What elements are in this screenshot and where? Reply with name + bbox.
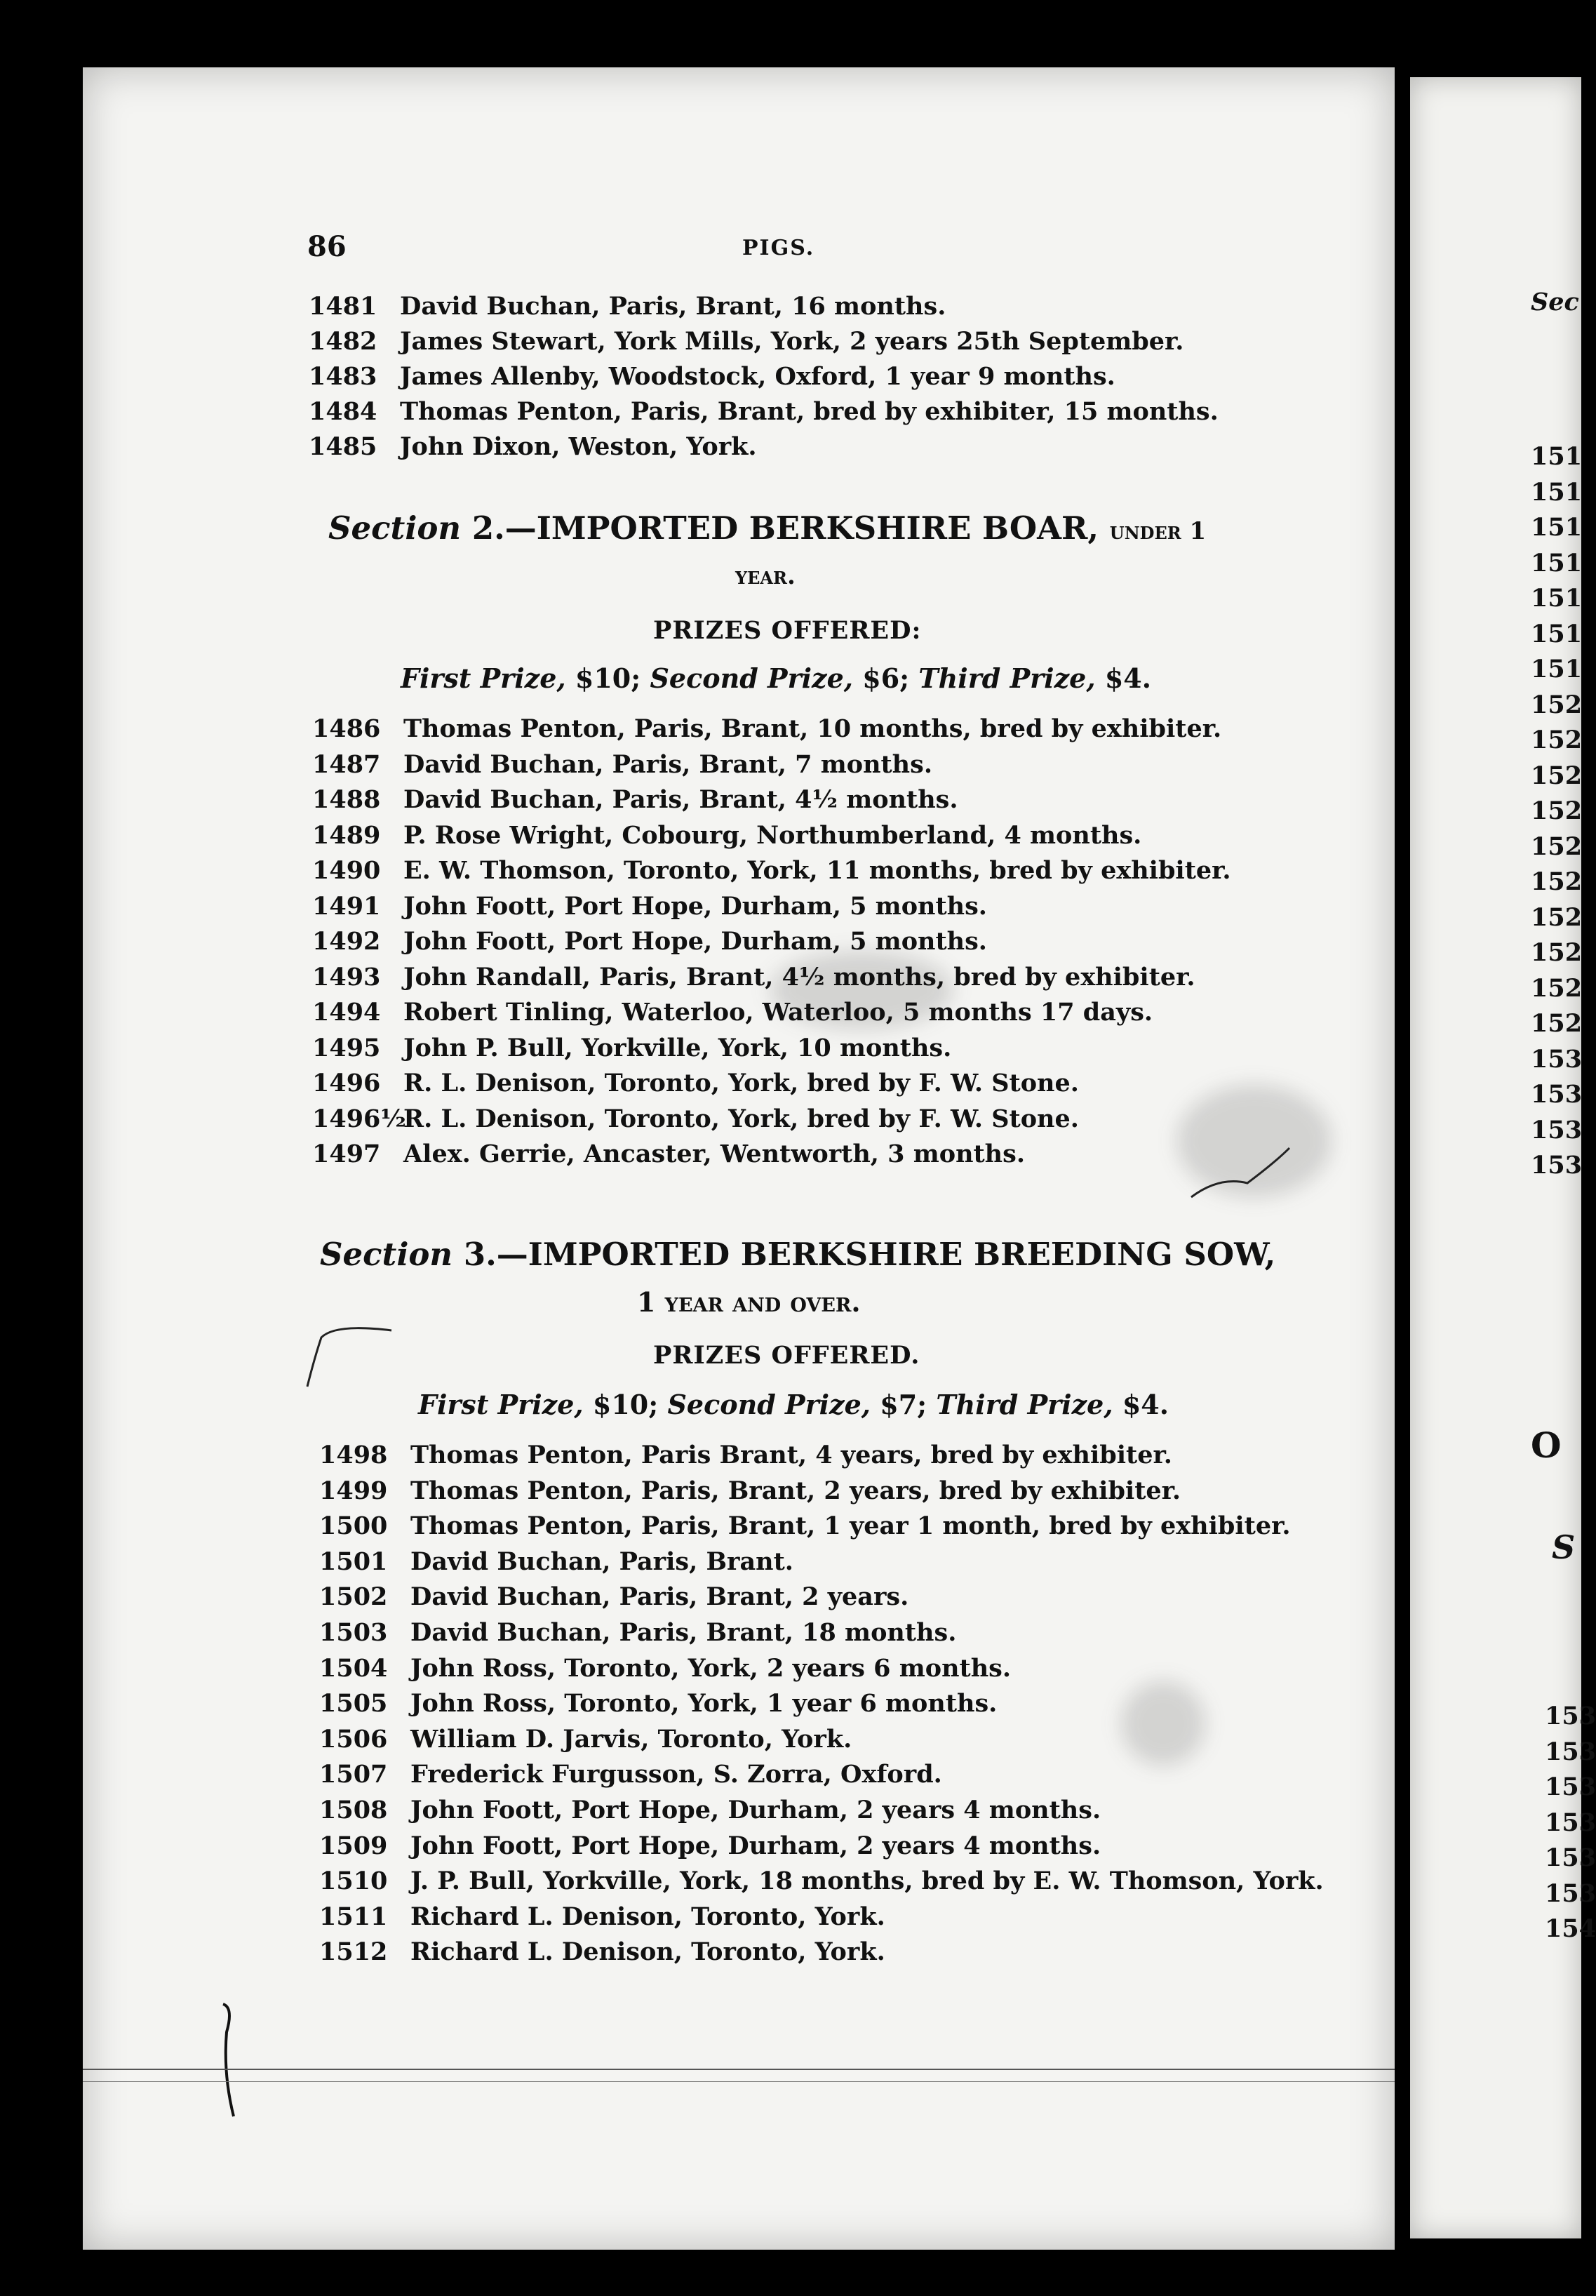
next-page-entry-number: 153 [1545, 1878, 1596, 1908]
second-prize-value: $6; [862, 662, 910, 694]
list-item [312, 1069, 1079, 1097]
first-prize-value: $10; [592, 1389, 659, 1420]
ink-stain [1121, 1681, 1205, 1766]
next-page-entry-number: 152 [1531, 832, 1583, 861]
bottom-rule [83, 2081, 1395, 2082]
list-item [319, 1511, 1291, 1540]
list-item [312, 821, 1141, 850]
next-page-entry-number: 152 [1531, 973, 1583, 1003]
entry-text: Thomas Penton, Paris Brant, 4 years, bred by exhibiter. [410, 1441, 1172, 1469]
entry-number: 1508 [319, 1796, 388, 1824]
entry-text: John Foott, Port Hope, Durham, 5 months. [403, 891, 987, 921]
list-item [319, 1618, 956, 1647]
entry-text: David Buchan, Paris, Brant, 7 months. [403, 749, 933, 779]
next-page-entry-number: 153 [1531, 1080, 1583, 1109]
entry-text: John Randall, Paris, Brant, 4½ months, bred by exhibiter. [403, 962, 1195, 992]
entry-number: 1506 [319, 1724, 388, 1754]
list-item [309, 432, 757, 461]
entry-number: 1504 [319, 1653, 388, 1683]
section-2-subtitle: year. [735, 562, 796, 590]
entry-text: David Buchan, Paris, Brant, 16 months. [400, 292, 946, 321]
entry-text: R. L. Denison, Toronto, York, bred by F. W. Stone. [403, 1069, 1079, 1097]
entry-text: James Allenby, Woodstock, Oxford, 1 year 9 months. [400, 362, 1115, 391]
entry-text: Robert Tinling, Waterloo, Waterloo, 5 months 17 days. [403, 998, 1153, 1027]
list-item [309, 292, 946, 321]
list-item [319, 1725, 852, 1754]
pen-mark [1177, 1134, 1317, 1218]
entry-number: 1487 [312, 749, 381, 779]
entry-number: 1492 [312, 927, 381, 956]
entry-text: J. P. Bull, Yorkville, York, 18 months, bred by E. W. Thomson, York. [410, 1867, 1324, 1896]
entry-text: John Foott, Port Hope, Durham, 2 years 4 months. [410, 1831, 1101, 1860]
entry-number: 1488 [312, 785, 381, 814]
first-prize-label: First Prize, [401, 662, 566, 694]
next-page-entry-number: 151 [1531, 442, 1583, 471]
entry-number: 1490 [312, 856, 381, 885]
first-prize-value: $10; [575, 662, 641, 694]
list-item [312, 892, 987, 921]
entry-number: 1481 [309, 292, 377, 321]
section-2-prizes [401, 662, 1151, 694]
right-page-fragment [1410, 77, 1596, 2238]
list-item [309, 397, 1219, 426]
entry-text: Frederick Furgusson, S. Zorra, Oxford. [410, 1760, 942, 1789]
list-item [312, 750, 932, 779]
entry-number: 1509 [319, 1831, 388, 1860]
entry-number: 1505 [319, 1689, 388, 1718]
next-page-entry-number: 153 [1531, 1115, 1583, 1144]
list-item [309, 327, 1183, 356]
entry-number: 1512 [319, 1937, 388, 1967]
entry-text: Thomas Penton, Paris, Brant, bred by exhibiter, 15 months. [400, 397, 1219, 426]
entry-text: John Dixon, Weston, York. [400, 432, 757, 461]
next-page-entry-number: 152 [1531, 902, 1583, 932]
section-3-prizes-heading: PRIZES OFFERED. [653, 1341, 920, 1370]
entry-text: James Stewart, York Mills, York, 2 years 25th September. [400, 327, 1184, 356]
entry-text: Richard L. Denison, Toronto, York. [410, 1937, 885, 1967]
section-title: 2.—IMPORTED BERKSHIRE BOAR, [471, 509, 1099, 547]
next-page-entry-number: 152 [1531, 761, 1583, 790]
list-item [319, 1689, 997, 1718]
entry-number: 1486 [312, 714, 381, 743]
next-page-entry-number: 151 [1531, 477, 1583, 507]
entry-number: 1497 [312, 1140, 381, 1168]
bottom-rule [83, 2069, 1395, 2070]
next-page-entry-number: 153 [1545, 1843, 1596, 1872]
entry-text: David Buchan, Paris, Brant. [410, 1547, 793, 1576]
entry-text: William D. Jarvis, Toronto, York. [410, 1724, 852, 1754]
next-page-entry-number: 151 [1531, 655, 1583, 683]
list-item [319, 1476, 1181, 1505]
entry-text: Alex. Gerrie, Ancaster, Wentworth, 3 months. [403, 1140, 1026, 1168]
entry-text: E. W. Thomson, Toronto, York, 11 months, bred by exhibiter. [403, 856, 1231, 885]
bracket-mark [195, 1990, 251, 2130]
next-page-entry-number: 153 [1545, 1773, 1596, 1801]
second-prize-label: Second Prize, [667, 1389, 871, 1420]
next-page-entry-number: 151 [1531, 513, 1583, 542]
section-3-subtitle: 1 year and over. [637, 1286, 861, 1318]
section-label: Section [328, 509, 462, 547]
section-3-prizes [418, 1389, 1169, 1420]
entry-text: Thomas Penton, Paris, Brant, 10 months, bred by exhibiter. [403, 714, 1222, 743]
list-item [319, 1582, 908, 1611]
next-page-entry-number: 152 [1531, 690, 1583, 719]
third-prize-value: $4. [1122, 1389, 1169, 1420]
next-page-entry-number: 151 [1531, 548, 1583, 578]
list-item [312, 785, 958, 814]
list-item [312, 856, 1231, 885]
next-page-entry-number: 153 [1545, 1808, 1596, 1837]
entry-text: David Buchan, Paris, Brant, 2 years. [410, 1582, 909, 1612]
running-head: PIGS. [742, 236, 815, 260]
next-page-section-label: Sec [1531, 288, 1579, 316]
entry-number: 1511 [319, 1902, 388, 1931]
section-title-tail: under 1 [1109, 517, 1207, 545]
entry-number: 1495 [312, 1033, 381, 1062]
entry-number: 1491 [312, 891, 381, 921]
entry-number: 1510 [319, 1867, 388, 1896]
section-3-heading [320, 1236, 1275, 1273]
list-item [319, 1831, 1101, 1860]
list-item [319, 1867, 1324, 1895]
left-page [83, 67, 1395, 2250]
entry-number: 1502 [319, 1582, 388, 1612]
list-item [319, 1937, 885, 1966]
next-page-entry-number: 154 [1545, 1914, 1596, 1943]
list-item [319, 1547, 793, 1576]
next-page-entry-number: 152 [1531, 726, 1583, 754]
next-page-entry-number: 152 [1531, 867, 1583, 896]
entry-text: David Buchan, Paris, Brant, 18 months. [410, 1618, 957, 1647]
list-item [319, 1796, 1101, 1824]
entry-number: 1483 [309, 362, 377, 391]
section-label: Section [320, 1236, 453, 1273]
entry-number: 1494 [312, 998, 381, 1027]
list-item [319, 1441, 1172, 1469]
next-page-section-fragment: S [1552, 1528, 1576, 1566]
entry-text: Thomas Penton, Paris, Brant, 1 year 1 month, bred by exhibiter. [410, 1511, 1291, 1541]
list-item [312, 998, 1153, 1027]
third-prize-value: $4. [1104, 662, 1151, 694]
section-title: 3.—IMPORTED BERKSHIRE BREEDING SOW, [463, 1236, 1276, 1273]
list-item [312, 927, 987, 956]
list-item [312, 714, 1221, 743]
pen-mark [293, 1316, 504, 1401]
entry-number: 1496½ [312, 1104, 406, 1133]
entry-number: 1498 [319, 1441, 388, 1469]
entry-number: 1507 [319, 1760, 388, 1789]
next-page-entry-number: 153 [1531, 1044, 1583, 1074]
entry-number: 1484 [309, 397, 377, 426]
list-item [312, 1104, 1079, 1133]
entry-number: 1489 [312, 820, 381, 850]
entry-text: John Foott, Port Hope, Durham, 2 years 4 months. [410, 1796, 1101, 1824]
entry-text: David Buchan, Paris, Brant, 4½ months. [403, 785, 958, 814]
entry-number: 1501 [319, 1547, 388, 1576]
next-page-entry-number: 152 [1531, 796, 1583, 825]
next-page-entry-number: 151 [1531, 619, 1583, 648]
third-prize-label: Third Prize, [936, 1389, 1113, 1420]
list-item [319, 1654, 1011, 1683]
second-prize-label: Second Prize, [650, 662, 854, 694]
entry-text: P. Rose Wright, Cobourg, Northumberland, 4 months. [403, 820, 1142, 850]
entry-number: 1503 [319, 1618, 388, 1647]
list-item [312, 963, 1195, 992]
next-page-entry-number: 153 [1545, 1702, 1596, 1730]
entry-text: Thomas Penton, Paris, Brant, 2 years, bred by exhibiter. [410, 1476, 1181, 1505]
first-prize-label: First Prize, [418, 1389, 584, 1420]
list-item [319, 1760, 942, 1789]
second-prize-value: $7; [880, 1389, 927, 1420]
next-page-heading-fragment: O [1531, 1424, 1562, 1466]
entry-number: 1482 [309, 327, 377, 356]
list-item [319, 1902, 885, 1931]
page-number: 86 [307, 230, 347, 263]
next-page-entry-number: 152 [1531, 938, 1583, 967]
entry-number: 1496 [312, 1069, 381, 1097]
list-item [309, 362, 1115, 391]
entry-number: 1485 [309, 432, 377, 461]
entry-text: John Ross, Toronto, York, 2 years 6 months. [410, 1653, 1012, 1683]
entry-text: R. L. Denison, Toronto, York, bred by F. W. Stone. [403, 1104, 1079, 1133]
entry-number: 1499 [319, 1476, 388, 1505]
next-page-entry-number: 153 [1545, 1737, 1596, 1766]
entry-text: John Ross, Toronto, York, 1 year 6 months. [410, 1689, 998, 1718]
third-prize-label: Third Prize, [918, 662, 1096, 694]
list-item [312, 1034, 951, 1062]
entry-text: Richard L. Denison, Toronto, York. [410, 1902, 885, 1931]
entry-text: John P. Bull, Yorkville, York, 10 months. [403, 1033, 952, 1062]
entry-number: 1500 [319, 1511, 388, 1541]
section-2-heading [328, 509, 1206, 547]
next-page-entry-number: 153 [1531, 1151, 1583, 1180]
next-page-entry-number: 152 [1531, 1009, 1583, 1038]
list-item [312, 1140, 1025, 1168]
section-2-prizes-heading: PRIZES OFFERED: [653, 616, 922, 645]
entry-number: 1493 [312, 962, 381, 992]
entry-text: John Foott, Port Hope, Durham, 5 months. [403, 927, 987, 956]
next-page-entry-number: 151 [1531, 584, 1583, 613]
